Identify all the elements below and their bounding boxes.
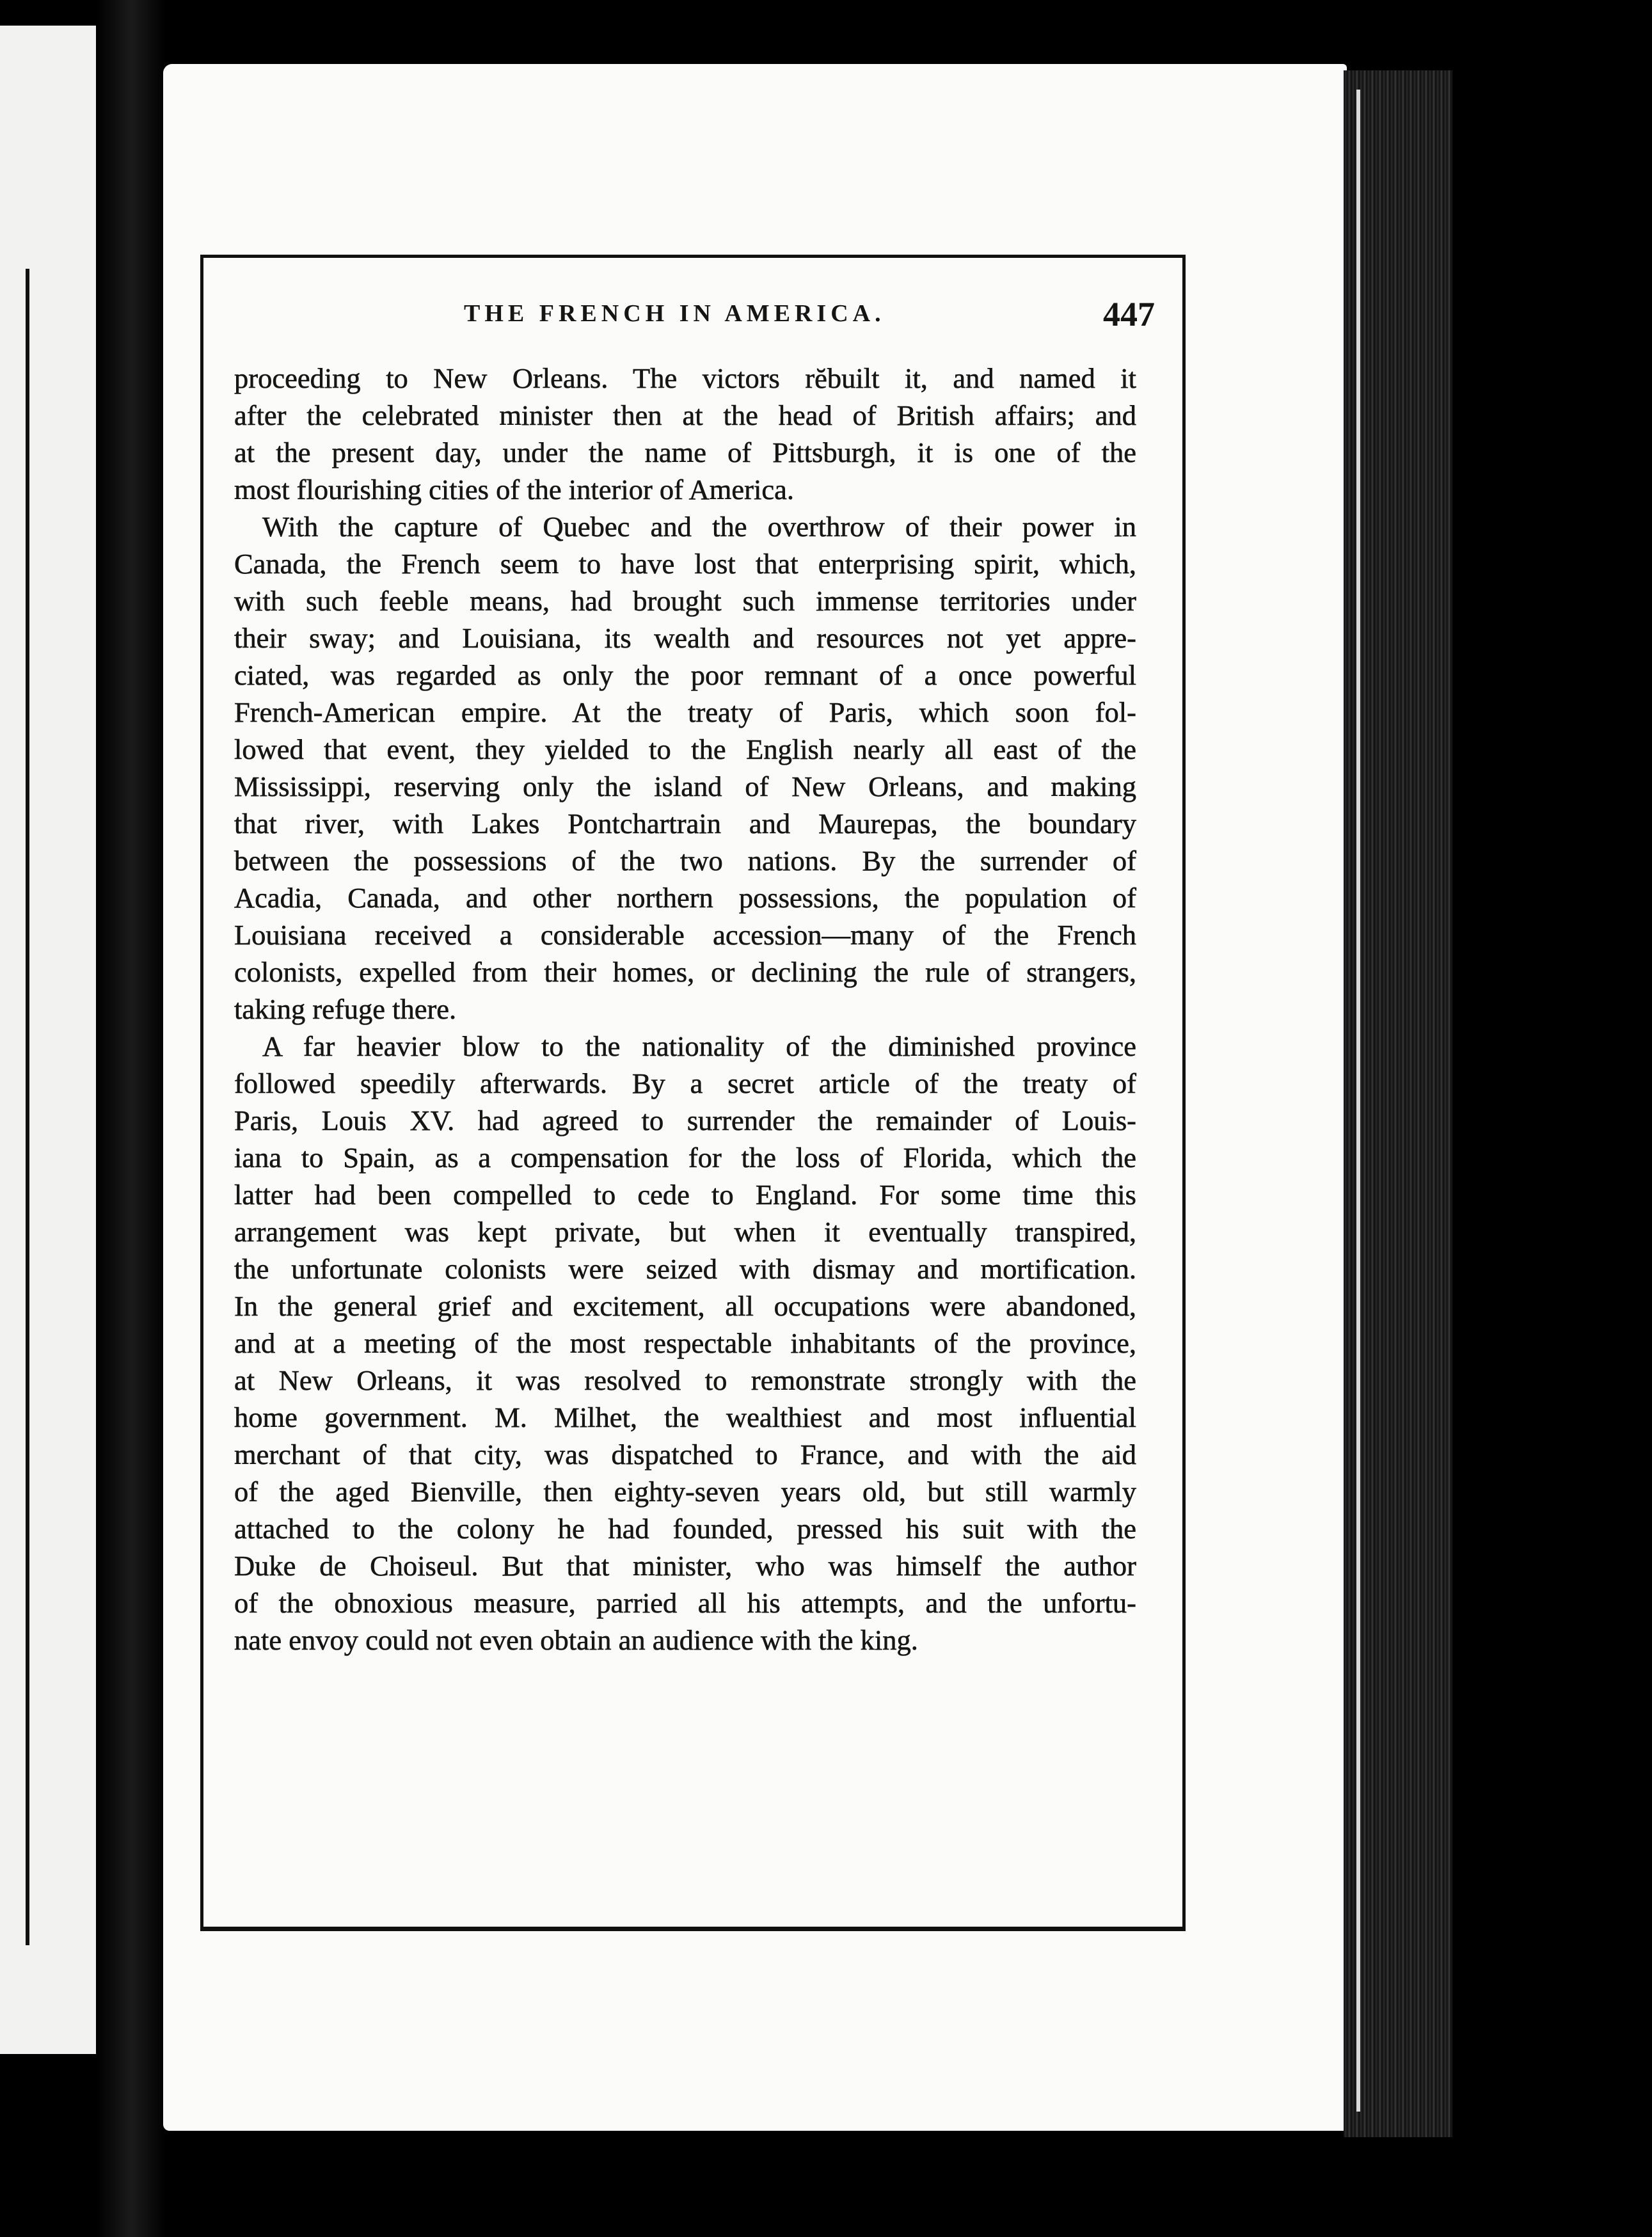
text-line: attached to the colony he had founded, pressed his suit with the: [234, 1513, 1136, 1545]
text-line: proceeding to New Orleans. The victors rĕbuilt it, and named it: [234, 362, 1136, 394]
text-line: the unfortunate colonists were seized with dismay and mortification.: [234, 1253, 1136, 1285]
text-line: colonists, expelled from their homes, or declining the rule of strangers,: [234, 956, 1136, 988]
paragraph-1: [234, 360, 1136, 508]
text-line: nate envoy could not even obtain an audience with the king.: [234, 1624, 918, 1656]
text-line: Mississippi, reserving only the island of New Orleans, and making: [234, 770, 1136, 802]
text-line: ciated, was regarded as only the poor remnant of a once powerful: [234, 659, 1136, 691]
text-line: after the celebrated minister then at the head of British affairs; and: [234, 399, 1136, 431]
running-head: [227, 294, 1155, 339]
text-line: home government. M. Milhet, the wealthiest and most influential: [234, 1401, 1136, 1433]
text-line: at New Orleans, it was resolved to remonstrate strongly with the: [234, 1364, 1136, 1396]
text-line: with such feeble means, had brought such immense territories under: [234, 585, 1136, 617]
text-line: lowed that event, they yielded to the English nearly all east of the: [234, 733, 1136, 765]
text-line: merchant of that city, was dispatched to France, and with the aid: [234, 1438, 1136, 1470]
text-line: of the aged Bienville, then eighty-seven years old, but still warmly: [234, 1476, 1136, 1508]
text-line: With the capture of Quebec and the overthrow of their power in: [262, 511, 1136, 543]
text-line: arrangement was kept private, but when it eventually transpired,: [234, 1216, 1136, 1248]
text-line: iana to Spain, as a compensation for the loss of Florida, which the: [234, 1142, 1136, 1174]
body-text: [234, 360, 1136, 1659]
text-line: In the general grief and excitement, all occupations were abandoned,: [234, 1290, 1136, 1322]
text-line: Acadia, Canada, and other northern possessions, the population of: [234, 882, 1136, 914]
text-line: Paris, Louis XV. had agreed to surrender the remainder of Louis-: [234, 1104, 1136, 1136]
text-line: at the present day, under the name of Pittsburgh, it is one of the: [234, 436, 1136, 468]
text-line: and at a meeting of the most respectable inhabitants of the province,: [234, 1327, 1136, 1359]
page-number: 447: [1103, 295, 1155, 333]
facing-page-frame-rule: [26, 269, 29, 1945]
paragraph-3: [234, 1028, 1136, 1659]
paragraph-2: [234, 508, 1136, 1028]
text-line: latter had been compelled to cede to England. For some time this: [234, 1179, 1136, 1211]
text-line: their sway; and Louisiana, its wealth and resources not yet appre-: [234, 622, 1136, 654]
text-line: followed speedily afterwards. By a secret article of the treaty of: [234, 1067, 1136, 1099]
text-line: A far heavier blow to the nationality of the diminished province: [262, 1030, 1136, 1062]
page-block-edge-highlight: [1356, 90, 1360, 2112]
text-line: Canada, the French seem to have lost that enterprising spirit, which,: [234, 548, 1136, 580]
facing-page-edge: [0, 26, 100, 2054]
text-line: Louisiana received a considerable accession—many of the French: [234, 919, 1136, 951]
book-spine-shadow: [1452, 0, 1652, 2237]
text-line: most flourishing cities of the interior of America.: [234, 474, 794, 506]
text-line: between the possessions of the two nations. By the surrender of: [234, 845, 1136, 877]
running-head-title: THE FRENCH IN AMERICA.: [464, 300, 886, 327]
text-line: Duke de Choiseul. But that minister, who was himself the author: [234, 1550, 1136, 1582]
text-line: of the obnoxious measure, parried all his attempts, and the unfortu-: [234, 1587, 1136, 1619]
text-line: French-American empire. At the treaty of Paris, which soon fol-: [234, 696, 1136, 728]
text-line: taking refuge there.: [234, 993, 457, 1025]
text-line: that river, with Lakes Pontchartrain and Maurepas, the boundary: [234, 808, 1136, 840]
book-gutter: [96, 0, 166, 2237]
